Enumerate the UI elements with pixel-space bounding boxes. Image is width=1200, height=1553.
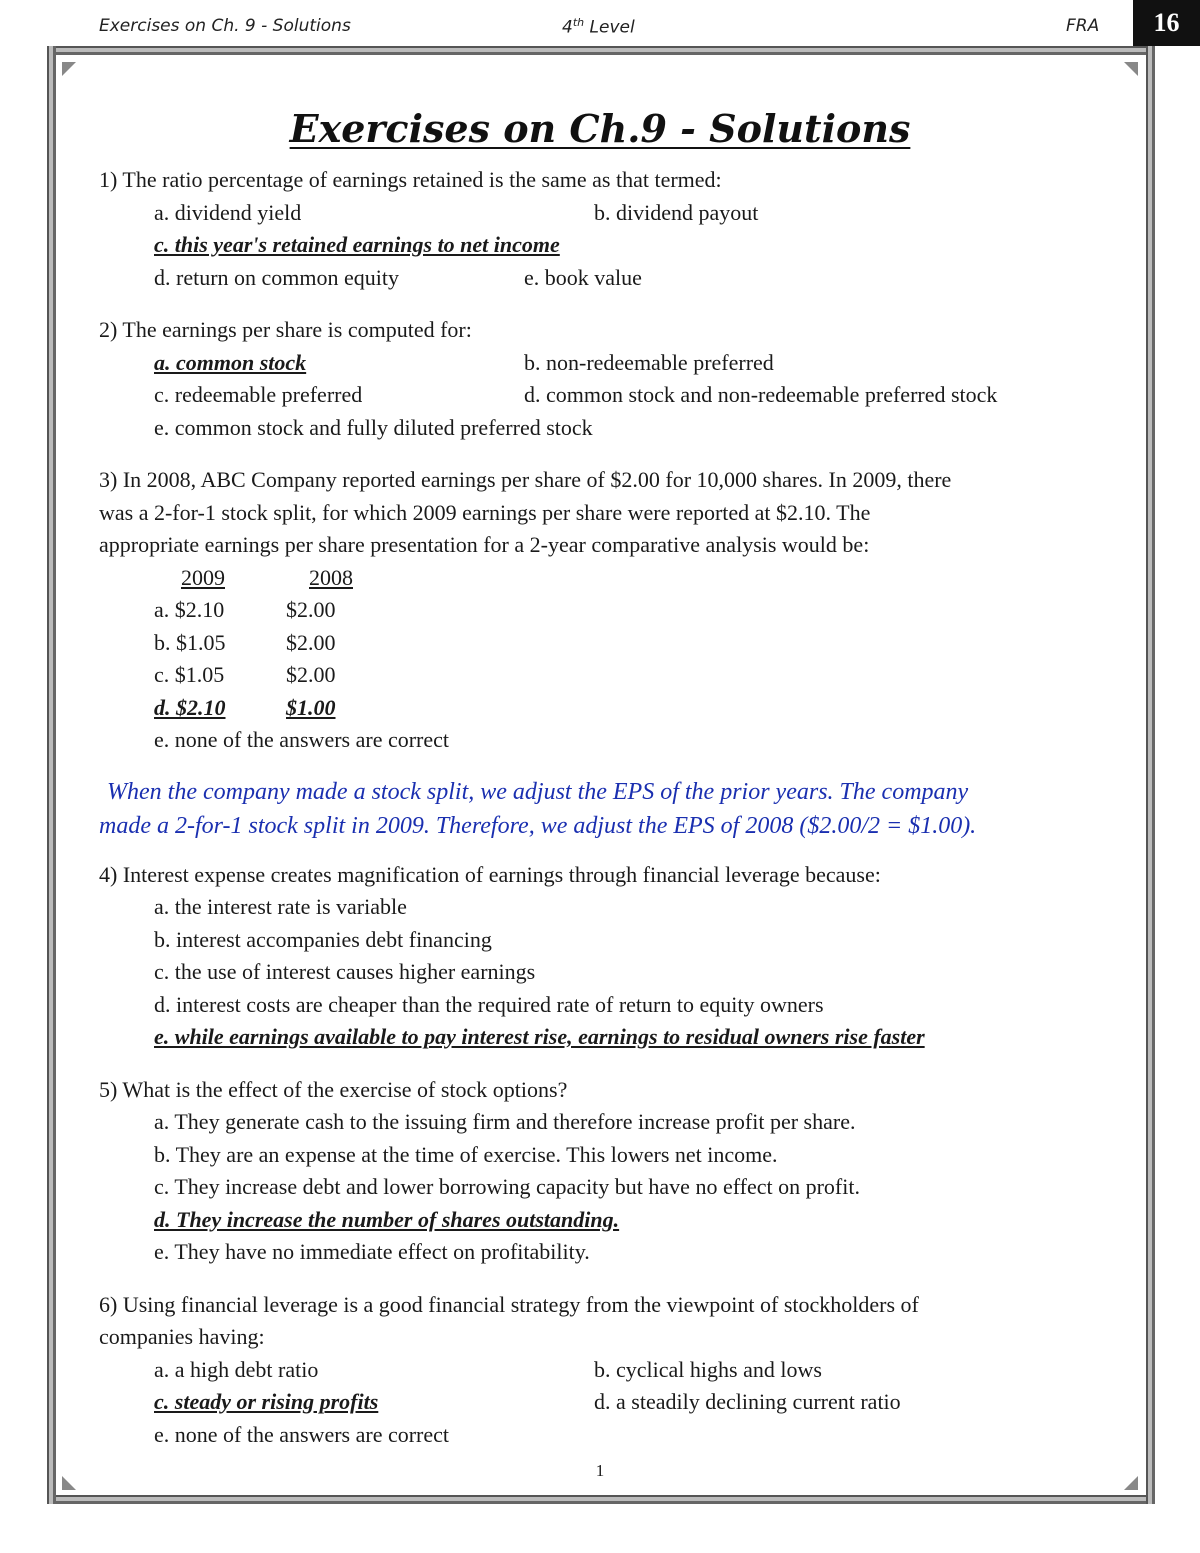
q6-option-d: d. a steadily declining current ratio <box>594 1389 901 1414</box>
border-top <box>47 46 1155 55</box>
border-left <box>47 46 56 1504</box>
header-level-number: 4 <box>562 17 573 38</box>
q1-option-a: a. dividend yield <box>154 199 302 225</box>
q6-option-b: b. cyclical highs and lows <box>594 1356 822 1382</box>
q1-option-d: d. return on common equity <box>154 264 400 290</box>
border-bottom <box>47 1495 1155 1504</box>
q3-explanation <box>99 775 1109 843</box>
q5-option-d-answer: d. They increase the number of shares outstanding. <box>154 1206 620 1232</box>
q2-option-e: e. common stock and fully diluted preferred stock <box>154 414 593 440</box>
q4-option-a: a. the interest rate is variable <box>154 894 407 919</box>
q2-option-b: b. non-redeemable preferred <box>524 349 774 375</box>
q3-option-b-2008: $2.00 <box>286 629 336 655</box>
q6-option-a: a. a high debt ratio <box>154 1356 319 1382</box>
q4-option-d: d. interest costs are cheaper than the required rate of return to equity owners <box>154 991 824 1017</box>
q6-question-line-1: 6) Using financial leverage is a good financial strategy from the viewpoint of stockholders of <box>99 1291 919 1317</box>
q2-options-row-2 <box>154 379 1109 412</box>
q5-question: 5) What is the effect of the exercise of stock options? <box>99 1076 568 1102</box>
q3-option-b-2009: b. $1.05 <box>154 629 226 655</box>
q6-option-e: e. none of the answers are correct <box>154 1421 450 1447</box>
q5-option-e: e. They have no immediate effect on profitability. <box>154 1239 590 1264</box>
q3-option-e: e. none of the answers are correct <box>154 727 450 752</box>
exercise-content <box>99 164 1109 1451</box>
q1-option-c-answer: c. this year's retained earnings to net income <box>154 232 560 257</box>
q3-col-2008: 2008 <box>309 564 353 590</box>
q3-option-a-2009: a. $2.10 <box>154 597 225 622</box>
footer-page-number: 1 <box>595 1461 605 1480</box>
q3-question-line-2: was a 2-for-1 stock split, for which 2009 earnings per share were reported at $2.10. The <box>99 499 871 525</box>
q4-question: 4) Interest expense creates magnification of earnings through financial leverage because: <box>99 861 881 887</box>
q2-option-c: c. redeemable preferred <box>154 382 363 407</box>
corner-ornament-icon <box>1124 62 1138 76</box>
q3-question-line-3: appropriate earnings per share presentation for a 2-year comparative analysis would be: <box>99 532 870 557</box>
q3-option-d-2009: d. $2.10 <box>154 694 226 720</box>
header-level <box>562 16 635 38</box>
q5-option-c: c. They increase debt and lower borrowing capacity but have no effect on profit. <box>154 1174 860 1199</box>
corner-ornament-icon <box>62 62 76 76</box>
q3-option-d-answer <box>154 692 1109 725</box>
page-number-badge: 16 <box>1133 0 1200 46</box>
q3-question-line-1: 3) In 2008, ABC Company reported earnings per share of $2.00 for 10,000 shares. In 2009, there <box>99 467 952 492</box>
q3-explanation-line-2: made a 2-for-1 stock split in 2009. Therefore, we adjust the EPS of 2008 ($2.00/2 = $1.00). <box>99 812 977 839</box>
q1-option-b: b. dividend payout <box>594 199 759 225</box>
q4-option-c: c. the use of interest causes higher earnings <box>154 959 536 984</box>
q4-option-b: b. interest accompanies debt financing <box>154 926 492 952</box>
page-title: Exercises on Ch.9 - Solutions <box>289 106 911 151</box>
q1-question: 1) The ratio percentage of earnings retained is the same as that termed: <box>99 167 722 192</box>
q5-option-a: a. They generate cash to the issuing firm and therefore increase profit per share. <box>154 1109 856 1134</box>
q3-option-c-2008: $2.00 <box>286 662 336 687</box>
q3-option-d-2008: $1.00 <box>286 694 336 720</box>
q2-option-a-answer: a. common stock <box>154 349 307 375</box>
q1-options-row-3 <box>154 262 1109 295</box>
header-right: FRA <box>1066 16 1100 36</box>
q3-option-c-2009: c. $1.05 <box>154 662 225 687</box>
q6-question-line-2: companies having: <box>99 1324 265 1349</box>
header-level-tail: Level <box>584 17 635 38</box>
q5-option-b: b. They are an expense at the time of exercise. This lowers net income. <box>154 1141 778 1167</box>
header-level-sup: th <box>572 16 585 29</box>
border-right <box>1146 46 1155 1504</box>
q3-option-a-2008: $2.00 <box>286 597 336 622</box>
q3-option-b <box>154 627 1109 660</box>
header-left: Exercises on Ch. 9 - Solutions <box>99 16 351 36</box>
q1-options-row-1 <box>154 197 1109 230</box>
q3-option-c <box>154 659 1109 692</box>
q2-question: 2) The earnings per share is computed for: <box>99 317 472 342</box>
q3-option-a <box>154 594 1109 627</box>
q6-options-row-1 <box>154 1354 1109 1387</box>
q3-column-headers <box>181 562 1109 595</box>
q4-option-e-answer: e. while earnings available to pay interest rise, earnings to residual owners rise faster <box>154 1024 925 1049</box>
q6-options-row-2 <box>154 1386 1109 1419</box>
q1-option-e: e. book value <box>524 264 642 290</box>
q3-col-2009: 2009 <box>181 564 225 590</box>
q6-option-c-answer: c. steady or rising profits <box>154 1389 379 1414</box>
q3-explanation-line-1: When the company made a stock split, we adjust the EPS of the prior years. The company <box>107 778 969 805</box>
q2-option-d: d. common stock and non-redeemable preferred stock <box>524 382 998 407</box>
q2-options-row-1 <box>154 347 1109 380</box>
